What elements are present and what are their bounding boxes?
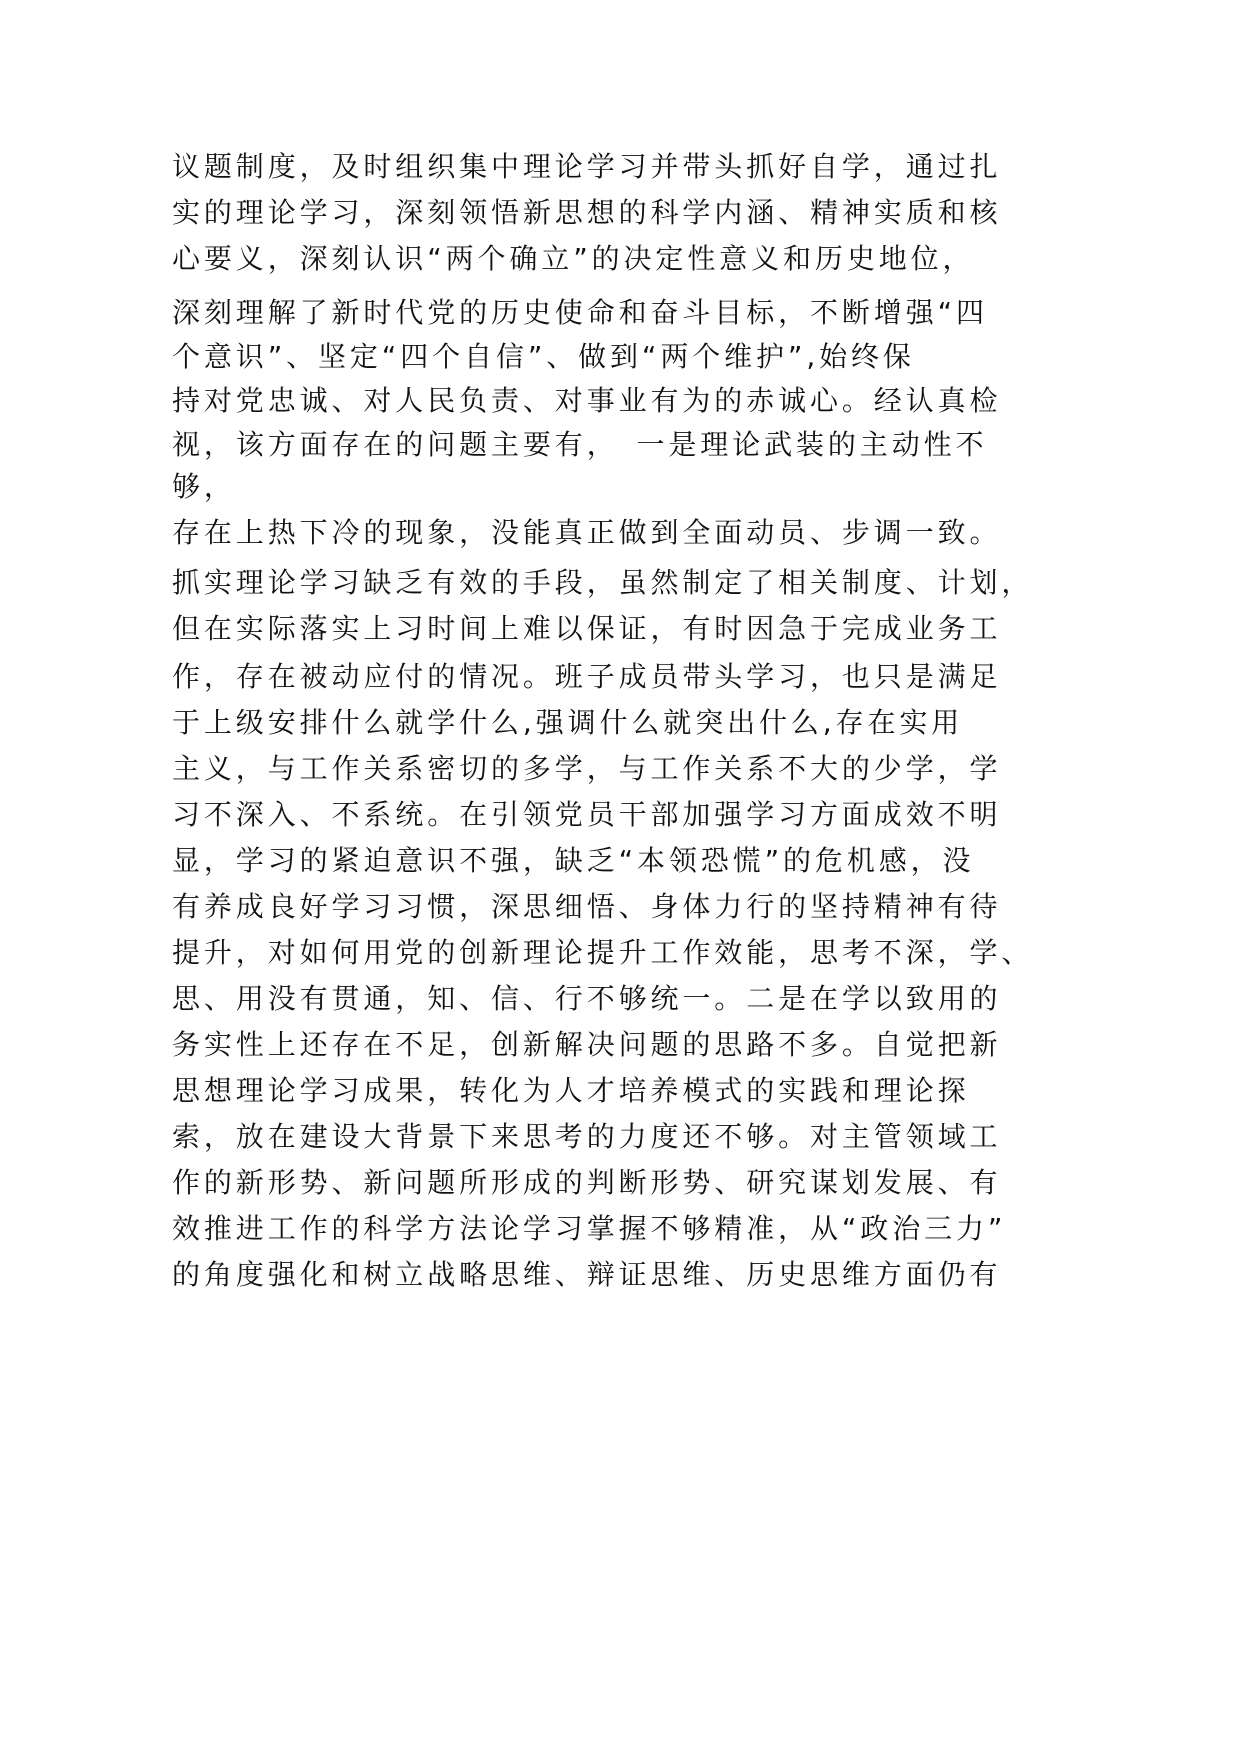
- text-line: 有养成良好学习习惯，深思细悟、身体力行的坚持精神有待: [172, 890, 1002, 923]
- text-line: 持对党忠诚、对人民负责、对事业有为的赤诚心。经认真检: [172, 384, 1002, 417]
- text-line: 实的理论学习，深刻领悟新思想的科学内涵、精神实质和核: [172, 196, 1002, 229]
- text-line: 索，放在建设大背景下来思考的力度还不够。对主管领域工: [172, 1120, 1002, 1153]
- text-line: 的角度强化和树立战略思维、辩证思维、历史思维方面仍有: [172, 1258, 1002, 1291]
- text-line: 深刻理解了新时代党的历史使命和奋斗目标，不断增强“四: [172, 296, 988, 329]
- text-line: 务实性上还存在不足，创新解决问题的思路不多。自觉把新: [172, 1028, 1002, 1061]
- text-line: 心要义，深刻认识“两个确立”的决定性意义和历史地位，: [172, 242, 975, 275]
- text-line: 效推进工作的科学方法论学习掌握不够精准，从“政治三力”: [172, 1212, 1007, 1245]
- text-line: 于上级安排什么就学什么,强调什么就突出什么,存在实用: [172, 706, 964, 739]
- text-line: 但在实际落实上习时间上难以保证，有时因急于完成业务工: [172, 612, 1002, 645]
- text-line: 够，: [172, 470, 236, 503]
- text-line: 作，存在被动应付的情况。班子成员带头学习，也只是满足: [172, 660, 1002, 693]
- text-line: 抓实理论学习缺乏有效的手段，虽然制定了相关制度、计划，: [172, 566, 1034, 599]
- text-line: 个意识”、坚定“四个自信”、做到“两个维护”,始终保: [172, 340, 915, 373]
- text-line: 思想理论学习成果，转化为人才培养模式的实践和理论探: [172, 1074, 970, 1107]
- text-line: 习不深入、不系统。在引领党员干部加强学习方面成效不明: [172, 798, 1002, 831]
- text-line: 存在上热下冷的现象，没能真正做到全面动员、步调一致。: [172, 516, 1002, 549]
- text-line: 主义，与工作关系密切的多学，与工作关系不大的少学，学: [172, 752, 1002, 785]
- text-line: 思、用没有贯通，知、信、行不够统一。二是在学以致用的: [172, 982, 1002, 1015]
- text-line: 作的新形势、新问题所形成的判断形势、研究谋划发展、有: [172, 1166, 1002, 1199]
- text-line: 提升，对如何用党的创新理论提升工作效能，思考不深，学、: [172, 936, 1034, 969]
- text-line: 视，该方面存在的问题主要有， 一是理论武装的主动性不: [172, 428, 988, 461]
- text-line: 显，学习的紧迫意识不强，缺乏“本领恐慌”的危机感，没: [172, 844, 975, 877]
- text-line: 议题制度，及时组织集中理论学习并带头抓好自学，通过扎: [172, 150, 1002, 183]
